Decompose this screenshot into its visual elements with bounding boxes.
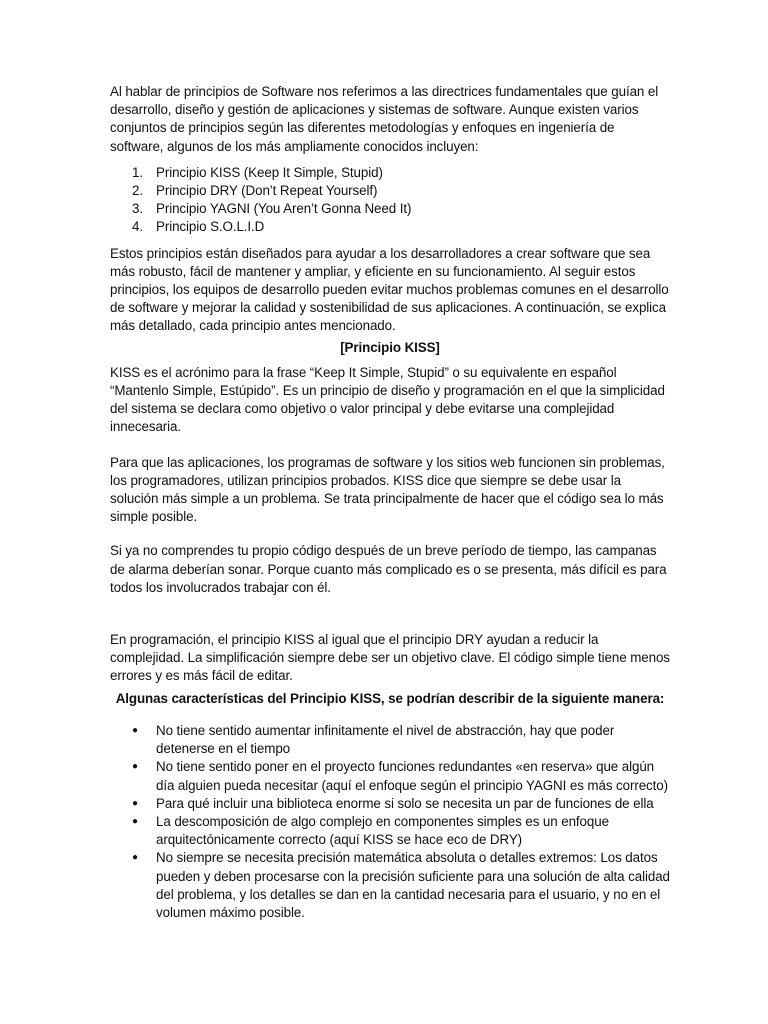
list-item-text: Principio S.O.L.I.D — [156, 219, 265, 235]
list-item — [110, 758, 670, 794]
list-number: 1. — [132, 164, 143, 180]
principles-list — [110, 164, 670, 237]
kiss-apps-paragraph: Para que las aplicaciones, los programas de software y los sitios web funcionen sin problemas, los programadores, utilizan principios probados. KISS dice que siempre se debe usar la solución más simple a un problema. Se trata principalmente de hacer que el código sea lo más simple posible. — [110, 454, 665, 525]
list-item-text: Principio KISS (Keep It Simple, Stupid) — [156, 164, 383, 180]
bullet-icon: ● — [132, 852, 138, 864]
list-item-text: La descomposición de algo complejo en componentes simples es un enfoque arquitectónicamente correcto (aquí KISS se hace eco de DRY) — [156, 813, 609, 848]
list-item-text: Para qué incluir una biblioteca enorme si solo se necesita un par de funciones de ella — [156, 795, 654, 811]
intro-paragraph: Al hablar de principios de Software nos referimos a las directrices fundamentales que guían el desarrollo, diseño y gestión de aplicaciones y sistemas de software. Aunque existen varios conjuntos de principios según las diferentes metodologías y enfoques en ingeniería de software, algunos de los más ampliamente conocidos incluyen: — [110, 84, 659, 154]
bullet-icon: ● — [132, 761, 138, 773]
list-item — [110, 164, 670, 182]
list-item — [110, 813, 670, 849]
document-page — [110, 83, 670, 922]
kiss-programming-paragraph: En programación, el principio KISS al igual que el principio DRY ayudan a reducir la complejidad. La simplificación siempre debe ser un objetivo clave. El código simple tiene menos errores y es más fácil de editar. — [110, 632, 670, 684]
kiss-heading: [Principio KISS] — [340, 339, 440, 355]
list-item — [110, 795, 670, 813]
list-item-text: No tiene sentido aumentar infinitamente el nivel de abstracción, hay que poder detenerse en el tiempo — [156, 722, 615, 757]
purpose-paragraph: Estos principios están diseñados para ayudar a los desarrolladores a crear software que sea más robusto, fácil de mantener y ampliar, y eficiente en su funcionamiento. Al seguir estos principios, los equipos de desarrollo pueden evitar muchos problemas comunes en el desarrollo de software y mejorar la calidad y sostenibilidad de sus aplicaciones. A continuación, se explica más detallado, cada principio antes mencionado. — [110, 245, 669, 334]
list-item — [110, 200, 670, 218]
kiss-definition-paragraph: KISS es el acrónimo para la frase “Keep It Simple, Stupid” o su equivalente en español “Mantenlo Simple, Estúpido”. Es un principio de diseño y programación en el que la simplicidad del sistema se declara como objetivo o valor principal y debe evitarse una complejidad innecesaria. — [110, 364, 665, 435]
list-item — [110, 722, 670, 758]
list-number: 4. — [132, 219, 143, 235]
list-item — [110, 182, 670, 200]
bullet-icon: ● — [132, 724, 138, 736]
bullet-icon: ● — [132, 797, 138, 809]
bullet-icon: ● — [132, 815, 138, 827]
list-item — [110, 218, 670, 236]
features-list — [110, 722, 670, 922]
kiss-alarm-paragraph: Si ya no comprendes tu propio código después de un breve período de tiempo, las campanas de alarma deberían sonar. Porque cuanto más complicado es o se presenta, más difícil es para todos los involucrados trabajar con él. — [110, 543, 667, 595]
list-item-text: Principio YAGNI (You Aren’t Gonna Need It) — [156, 201, 412, 217]
list-item-text: No tiene sentido poner en el proyecto funciones redundantes «en reserva» que algún día alguien pueda necesitar (aquí el enfoque según el principio YAGNI es más correcto) — [156, 759, 668, 793]
list-item-text: Principio DRY (Don’t Repeat Yourself) — [156, 183, 378, 199]
list-number: 2. — [132, 183, 143, 199]
list-item — [110, 849, 670, 922]
features-heading: Algunas características del Principio KISS, se podrían describir de la siguiente manera: — [115, 690, 665, 706]
list-number: 3. — [132, 201, 143, 217]
list-item-text: No siempre se necesita precisión matemática absoluta o detalles extremos: Los datos pueden y deben procesarse con la precisión suficiente para una solución de alta calidad del problema, y los detalles se dan en la cantidad necesaria para el usuario, y no en el volumen máximo posible. — [156, 850, 670, 920]
